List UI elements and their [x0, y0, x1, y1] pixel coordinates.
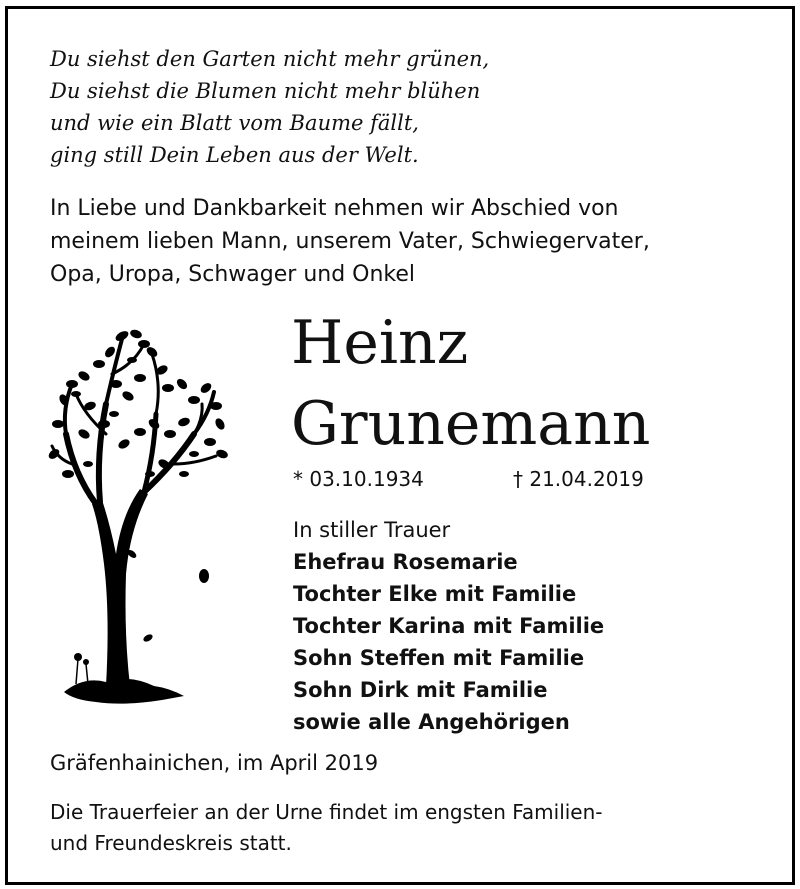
poem-line: und wie ein Blatt vom Baume fällt, [50, 111, 419, 135]
birth-date: * 03.10.1934 [293, 467, 424, 491]
poem [50, 43, 489, 171]
poem-line: Du siehst die Blumen nicht mehr blühen [50, 79, 481, 103]
poem-line: Du siehst den Garten nicht mehr grünen, [50, 47, 490, 71]
deceased-last-name: Grunemann [291, 389, 651, 459]
notice-line: und Freundeskreis statt. [50, 831, 292, 855]
intro-line: Opa, Uropa, Schwager und Onkel [50, 262, 416, 287]
place-date: Gräfenhainichen, im April 2019 [50, 751, 379, 775]
intro-text [50, 192, 750, 291]
intro-line: In Liebe und Dankbarkeit nehmen wir Abschied von [50, 196, 619, 221]
obituary-frame [5, 6, 795, 885]
mourners-intro: In stiller Trauer [293, 518, 451, 542]
poem-line: ging still Dein Leben aus der Welt. [50, 143, 419, 167]
death-date: † 21.04.2019 [513, 467, 644, 491]
notice-line: Die Trauerfeier an der Urne findet im engsten Familien- [50, 800, 603, 824]
mourner-entry: Sohn Dirk mit Familie [293, 678, 548, 702]
mourner-entry: Tochter Elke mit Familie [293, 582, 577, 606]
intro-line: meinem lieben Mann, unserem Vater, Schwiegervater, [50, 229, 650, 254]
mourner-entry: Sohn Steffen mit Familie [293, 646, 585, 670]
deceased-first-name: Heinz [291, 308, 469, 378]
tree-icon [44, 314, 234, 714]
funeral-notice [50, 797, 603, 859]
mourner-entry: Ehefrau Rosemarie [293, 550, 518, 574]
mourners-list [293, 514, 604, 738]
mourner-entry: Tochter Karina mit Familie [293, 614, 605, 638]
mourner-entry: sowie alle Angehörigen [293, 710, 570, 734]
